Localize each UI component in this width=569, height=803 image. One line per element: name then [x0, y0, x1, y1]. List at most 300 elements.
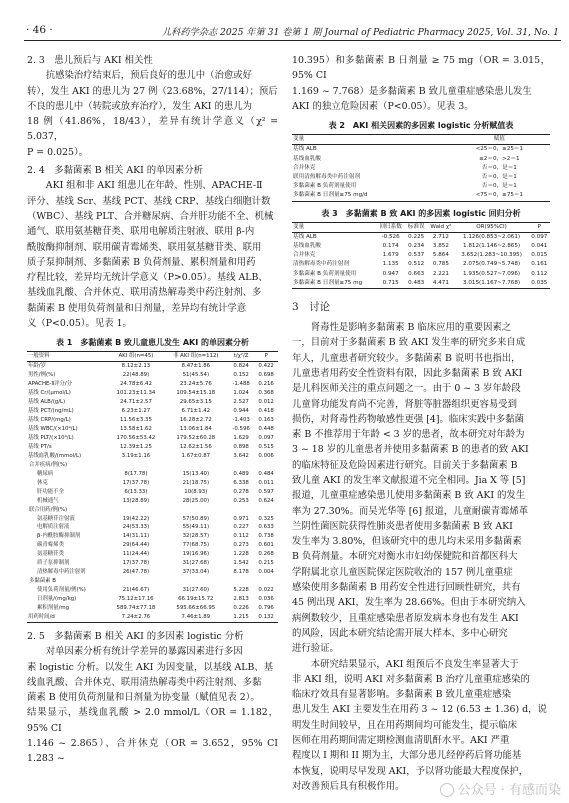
table-cell: 休克 — [37, 479, 48, 486]
table-cell: 12.39±1.25 — [119, 443, 152, 450]
table-cell: -1.403 — [232, 417, 250, 424]
text-line: 一，目前对于多黏菌素 B 致 AKI 发生率的研究多来自成 — [292, 337, 526, 349]
table-cell: 6(13.33) — [124, 488, 148, 495]
table-cell: 7.24±2.76 — [121, 613, 151, 620]
table-cell: ≤2＝0，>2＝1 — [479, 155, 520, 162]
table-cell: 2.712 — [432, 233, 449, 240]
table-cell: 0.278 — [233, 488, 249, 495]
column-header: 标准误 — [407, 223, 425, 230]
table-row — [27, 550, 278, 559]
left-column — [27, 53, 278, 767]
table-cell: 0.944 — [233, 408, 249, 415]
text-line: 3 ~ 18 岁的儿童患者并使用多黏菌素 B 的患者的致 AKI — [292, 444, 529, 456]
table-cell: 糖尿病 — [37, 470, 54, 477]
table-cell: 101.23±11.34 — [116, 390, 156, 397]
column-header: 赋值 — [493, 136, 505, 143]
table-cell: 75.12±17.16 — [118, 596, 154, 603]
table-row — [27, 434, 278, 443]
table-row — [27, 479, 278, 488]
column-header: 一般资料 — [28, 353, 50, 360]
table-row — [27, 371, 278, 380]
table-cell: 质子泵抑制剂 — [37, 560, 70, 567]
text-line: 对单因素分析有统计学差异的暴露因素进行多因 — [45, 646, 243, 658]
table-cell: 0.633 — [258, 524, 274, 531]
section-3-title: 3 讨论 — [292, 301, 331, 314]
table-row — [27, 577, 278, 586]
running-header — [0, 0, 569, 40]
table-cell: 2.813 — [233, 596, 249, 603]
table-row — [27, 568, 278, 577]
table-cell: 氨基糖苷注射液 — [37, 515, 75, 522]
table-row — [292, 191, 550, 201]
text-line: 非 AKI 组，说明 AKI 对多黏菌素 B 治疗儿童重症感染的 — [292, 673, 530, 685]
table-row — [292, 232, 550, 242]
table-cell: 0.715 — [382, 279, 399, 286]
table-cell: 1.126(0.853~2.061) — [463, 233, 521, 240]
section-2-3-title: 2. 3 患儿预后与 AKI 相关性 — [27, 55, 153, 66]
table-cell: 联合用药/例(%) — [29, 506, 68, 513]
table-cell: -1.488 — [232, 381, 250, 388]
table-cell: 0.489 — [233, 470, 249, 477]
text-line: 损伤，对肾毒性药物敏感性更强 [4]。临床实践中多黏菌 — [292, 413, 524, 425]
table-cell: 0.418 — [258, 408, 274, 415]
section-2-3-text — [27, 68, 278, 160]
column-header: t/χ²/Z — [233, 353, 249, 360]
text-line: 不良的患儿中（转院或放弃治疗），发生 AKI 的患儿为 — [27, 100, 252, 112]
table-cell: 0.036 — [258, 596, 274, 603]
table-cell: 595.66±66.95 — [176, 605, 216, 612]
text-line: 酰胺酶抑制剂、联用碳青霉烯类、联用氨基糖苷类、联用 — [27, 241, 262, 253]
table-row — [27, 362, 278, 371]
table-cell: 11.56±3.35 — [119, 417, 152, 424]
table-cell: 0.253 — [233, 497, 249, 504]
text-line: 学附属北京儿童医院保定医院收治的 157 例儿童重症 — [292, 566, 513, 578]
table-cell: 1.024 — [233, 390, 249, 397]
table-cell: 21(18.75) — [182, 479, 210, 486]
table-cell: 0.163 — [258, 417, 274, 424]
table-cell: 37(33.04) — [182, 569, 210, 576]
text-line: 是儿科医师关注的重点问题之一。由于 0 ~ 3 岁年龄段 — [292, 383, 521, 395]
table-cell: 0.216 — [258, 381, 274, 388]
text-line: 本研究结果显示，AKI 组预后不良发生率显著大于 — [310, 658, 519, 670]
text-line: 肾毒性是影响多黏菌素 B 临床应用的重要因素之 — [310, 322, 512, 334]
table-cell: 基线 Cr/(μmol/L) — [28, 390, 71, 397]
table-cell: 19(42.22) — [122, 515, 150, 522]
table-cell: 6.71±1.42 — [181, 408, 211, 415]
table-cell: 11(24.44) — [122, 551, 150, 558]
table-row — [27, 461, 278, 470]
table-cell: 0.011 — [258, 479, 274, 486]
discussion-paragraph-1 — [292, 320, 550, 657]
table-cell: 5.864 — [432, 252, 449, 259]
text-line: （WBC）、基线 PLT、合并糖尿病、合并肝功能不全、机械 — [27, 210, 274, 222]
table-cell: 24(53.33) — [122, 524, 150, 531]
text-line: 兰阴性菌医院获得性肺炎患者使用多黏菌素 B 致 AKI — [292, 520, 513, 532]
table-cell — [228, 506, 254, 515]
text-line: 1.146 ~ 2.865）、合并休克（OR = 3.652，95% CI 1.283 ~ — [27, 738, 278, 765]
table-cell: 15(13.40) — [182, 470, 210, 477]
column-header: 变量 — [293, 223, 305, 230]
table-row — [27, 452, 278, 461]
column-header: AKI 组(n=45) — [118, 353, 154, 360]
text-line: 本恢复，说明尽早发现 AKI，予以肾功能最大程度保护， — [292, 765, 529, 777]
section-2-4-text — [27, 178, 278, 331]
table-row — [292, 270, 550, 279]
table-cell: <75＝0，≥75＝1 — [475, 192, 524, 199]
table-cell: 22(48.89) — [122, 372, 150, 379]
table-cell: 8.12±2.13 — [121, 363, 151, 370]
table-row — [292, 164, 550, 173]
table-row — [27, 488, 278, 497]
section-2-4-title: 2. 4 多黏菌素 B 相关 AKI 的单因素分析 — [27, 165, 204, 177]
discussion-paragraph-2 — [292, 657, 550, 795]
table-cell: 2.075(0.749~5.748) — [463, 261, 521, 268]
table-row — [27, 506, 278, 515]
table-cell: <25＝0，≥25＝1 — [475, 146, 524, 153]
text-line: 通气、联用氨基糖苷类、联用电解质注射液、联用 β-内 — [27, 226, 255, 238]
table-cell: 否＝0，是＝1 — [481, 174, 517, 180]
text-line: 素 logistic 分析。以发生 AKI 为因变量，以基线 ALB、基 — [27, 661, 274, 673]
table-cell: 0.225 — [408, 233, 425, 240]
table-cell: 0.226 — [233, 605, 249, 612]
table-row — [27, 416, 278, 425]
table-cell: 多黏菌素 B 日剂量≥75 mg/d — [293, 192, 368, 199]
table-row — [292, 251, 550, 260]
table-2-header — [292, 135, 550, 145]
table-row — [27, 523, 278, 532]
table-cell: 基线血乳酸/(mmol/L) — [28, 452, 82, 459]
table-cell: 57(50.89) — [182, 515, 210, 522]
table-1-title: 表 1 多黏菌素 B 致儿童患儿发生 AKI 的单因素分析 — [56, 338, 249, 348]
header-rule — [24, 40, 561, 41]
table-cell: 男性/例(%) — [28, 372, 56, 379]
table-cell: 0.484 — [258, 470, 274, 477]
table-cell: 1.542 — [233, 560, 249, 567]
table-cell: 累积剂量/mg — [37, 605, 70, 612]
text-line: 程度以 I 期和 II 期为主，大部分患儿经停药后肾功能基 — [292, 750, 522, 762]
table-cell: 基线 ALB — [293, 233, 317, 240]
table-cell: 1.135 — [382, 261, 399, 268]
page-number: · 46 · — [26, 24, 53, 36]
table-cell: 0.483 — [408, 279, 425, 286]
table-cell: β-内酰胺酶抑制剂 — [37, 533, 81, 540]
table-cell: 179.52±60.28 — [176, 434, 216, 441]
text-line: 素 B 不推荐用于年龄 < 3 岁的患者，故本研究对年龄为 — [292, 429, 525, 441]
text-line: AKI 组和非 AKI 组患儿在年龄、性别、APACHE-Ⅱ — [45, 180, 263, 192]
table-cell: 机械通气 — [37, 497, 59, 504]
table-cell: 0.234 — [408, 243, 425, 250]
table-cell: 8.47±1.86 — [181, 363, 211, 370]
text-line: 义（P<0.05）。见表 1。 — [27, 318, 132, 330]
table-cell: 13(28.89) — [122, 497, 150, 504]
table-cell: 24.71±2.57 — [119, 399, 152, 406]
table-cell: 0.698 — [258, 372, 274, 379]
table-cell: 用药时间/d — [28, 613, 55, 620]
table-cell: 0.112 — [531, 270, 548, 277]
column-header: 变量 — [293, 136, 305, 143]
text-line: 明发生时间较早，且在用药期间均可能发生，提示临床 — [292, 719, 518, 731]
table-cell: 1.215 — [233, 613, 249, 620]
text-line: 黏菌素 B 使用负荷剂量和日剂量，差异均有统计学意 — [27, 302, 247, 314]
table-row — [27, 613, 278, 622]
text-line: 结果显示，基线血乳酸 > 2.0 mmol/L（OR = 1.182，95% CI — [27, 707, 278, 734]
table-cell: 年龄/岁 — [28, 363, 46, 370]
table-cell: 日剂量/(mg/kg) — [37, 596, 77, 603]
table-cell: 3.642 — [233, 452, 249, 459]
table-cell: 清热解毒中药注射剂 — [37, 569, 86, 576]
table-cell: 0.368 — [258, 390, 274, 397]
table-cell: 0.448 — [258, 425, 274, 432]
table-cell: 联用清热解毒类中药注射剂 — [293, 174, 361, 180]
table-cell: 8(17.78) — [124, 470, 148, 477]
table-cell: 使用负荷剂量/例(%) — [37, 587, 86, 594]
text-line: 进行验证。 — [292, 643, 339, 655]
table-cell — [254, 577, 278, 586]
table-cell: 0.796 — [258, 605, 274, 612]
table-row — [27, 595, 278, 604]
table-cell: 多黏菌素 B 负荷剂量使用 — [293, 183, 357, 190]
table-row — [27, 532, 278, 541]
table-cell: 7.46±1.89 — [181, 613, 211, 620]
table-cell: 0.161 — [531, 261, 548, 268]
text-line: P = 0.025）。 — [27, 146, 89, 158]
table-row — [292, 242, 550, 251]
table-cell: 多黏菌素 B — [29, 578, 56, 585]
text-line: 临床疗效具有显著影响。多黏菌素 B 致儿童重症感染 — [292, 689, 512, 701]
table-1 — [27, 351, 278, 623]
text-line: 致儿童 AKI 的发生率文献报道不完全相同。Jia X 等 [5] — [292, 475, 526, 486]
table-row — [292, 155, 550, 164]
table-cell: 3.852 — [432, 243, 449, 250]
text-line: 的风险，因此本研究结论需开展大样本、多中心研究 — [292, 627, 508, 639]
table-row — [27, 380, 278, 389]
table-cell: 合并疾病/例(%) — [29, 461, 68, 468]
table-cell: -0.526 — [381, 233, 400, 240]
table-cell: 13.06±1.84 — [179, 425, 212, 432]
text-line: 感染使用多黏菌素 B 用药安全性进行回顾性研究，共有 — [292, 582, 521, 594]
table-cell: 55(49.11) — [182, 524, 210, 531]
table-cell: 0.006 — [258, 452, 274, 459]
table-row — [292, 145, 550, 155]
table-cell: 0.624 — [258, 497, 274, 504]
text-line: 线血乳酸、合并休克、联用清热解毒类中药注射剂、多黏 — [27, 676, 262, 688]
table-cell: 否＝0，是＝1 — [481, 164, 517, 171]
table-cell: 0.738 — [258, 533, 274, 540]
column-header: P — [537, 223, 541, 230]
text-line: 率为 27.30%。而吴光华等 [6] 报道，儿童耐碳青霉烯革 — [292, 505, 529, 517]
table-row — [292, 260, 550, 269]
text-line: AKI 的独立危险因素（P<0.05）。见表 3。 — [292, 100, 474, 112]
table-cell: 4.471 — [432, 279, 449, 286]
table-cell: 109.54±15.18 — [176, 390, 216, 397]
text-line: 10.395）和多黏菌素 B 日剂量 ≥ 75 mg（OR = 3.015，95% CI — [292, 55, 550, 82]
table-cell: 0.268 — [258, 551, 274, 558]
table-cell: 多黏菌素 B 负荷剂量使用 — [293, 270, 357, 277]
table-cell: 0.097 — [258, 434, 274, 441]
table-cell: 0.898 — [233, 443, 249, 450]
text-line: 1.169 ~ 7.768）是多黏菌素 B 致儿童重症感染患儿发生 — [292, 85, 532, 97]
text-line: 发生率为 3.80%，但该研究中的患儿均未采用多黏菌素 — [292, 536, 522, 548]
text-line: 18 例（41.86%，18/43），差异有统计学意义（χ² = 5.037， — [27, 116, 278, 143]
table-2 — [292, 134, 550, 201]
table-cell — [108, 577, 163, 586]
journal-title: 儿科药学杂志 2025 年第 31 卷第 1 期 Journal of Pediatric Pharmacy 2025, Vol. 31, No. 1 — [161, 27, 559, 38]
text-line: 评分、基线 Scr、基线 PCT、基线 CRP、基线白细胞计数 — [27, 195, 271, 207]
table-row — [292, 279, 550, 289]
table-cell: 3.652(1.283~10.395) — [461, 252, 522, 259]
table-3-header — [292, 222, 550, 232]
table-cell: 否＝0，是＝1 — [481, 183, 517, 190]
text-line: 的临床特征及危险因素进行研究。目前关于多黏菌素 B — [292, 459, 518, 471]
table-cell: 6.338 — [233, 479, 249, 486]
table-cell: 碳青霉烯类 — [37, 542, 64, 549]
table-cell: 基线血乳酸 — [293, 243, 321, 250]
text-line: 疗程比较，差异均无统计学意义（P>0.05）。基线 ALB、 — [27, 272, 268, 284]
table-cell: 0.215 — [258, 560, 274, 567]
table-cell: 13.58±1.62 — [119, 425, 152, 432]
column-header: 回归系数 — [379, 223, 402, 230]
table-cell: 0.012 — [258, 399, 274, 406]
table-cell: 1.629 — [233, 434, 249, 441]
table-cell: -0.596 — [232, 425, 250, 432]
table-cell: 6.23±1.27 — [121, 408, 151, 415]
table-cell: 合并休克 — [293, 164, 316, 171]
watermark-text: 公众号 · 有感而染 — [457, 783, 561, 798]
table-cell: 0.132 — [258, 613, 274, 620]
table-cell: 合并休克 — [293, 252, 316, 259]
table-cell: 29.65±3.15 — [179, 399, 212, 406]
table-cell: 基线 ALB — [293, 146, 317, 153]
table-row — [27, 586, 278, 595]
table-cell: 0.971 — [233, 515, 249, 522]
table-cell: 17(37.78) — [122, 479, 150, 486]
table-cell: 基线 PT/s — [28, 443, 52, 450]
table-cell: 16.28±2.72 — [179, 417, 212, 424]
table-3-title: 表 3 多黏菌素 B 致 AKI 的多因素 logistic 回归分析 — [321, 208, 521, 218]
column-header: P — [264, 353, 268, 360]
table-cell: 0.097 — [531, 233, 548, 240]
column-header: Wald χ² — [430, 223, 452, 230]
table-cell — [254, 506, 278, 515]
table-row — [27, 515, 278, 524]
table-cell: 8.178 — [233, 569, 249, 576]
table-cell: 基线血乳酸 — [293, 155, 321, 162]
results-continued-text — [292, 53, 550, 114]
table-cell: 3.19±1.16 — [121, 452, 151, 459]
section-2-5-text — [27, 644, 278, 766]
text-line: 患儿发生 AKI 主要发生在用药 3 ~ 12 (6.53 ± 1.36) d，说 — [292, 704, 547, 716]
text-line: 病例数较少，且重症感染患者原发病本身也有发生 AKI — [292, 612, 519, 624]
table-cell: 0.273 — [233, 542, 249, 549]
table-row — [27, 407, 278, 416]
table-cell: 1.812(1.146~2.865) — [463, 243, 521, 250]
text-line: 儿童患者用药安全性资料有限，因此多黏菌素 B 致 AKI — [292, 367, 523, 379]
table-2-title: 表 2 AKI 相关因素的多因素 logistic 分析赋值表 — [328, 121, 514, 131]
table-cell: 0.015 — [531, 252, 548, 259]
table-cell: 19(16.96) — [182, 551, 210, 558]
table-cell: 1.679 — [382, 252, 399, 259]
table-cell: 0.227 — [233, 524, 249, 531]
text-line: 质子泵抑制剂、多黏菌素 B 负荷剂量、累积剂量和用药 — [27, 256, 256, 268]
table-cell: 170.56±53.42 — [116, 434, 156, 441]
table-cell: 基线 PCT/(ng/mL) — [28, 408, 74, 415]
text-line: 菌素 B 使用负荷剂量和日剂量为协变量（赋值见表 2）。 — [27, 692, 260, 704]
table-row — [27, 559, 278, 568]
table-cell: 0.112 — [233, 533, 249, 540]
table-cell: 0.824 — [233, 363, 249, 370]
table-cell: 31(27.60) — [182, 587, 210, 594]
table-cell: 28(25.00) — [182, 497, 210, 504]
table-cell: 24.78±6.42 — [119, 381, 152, 388]
table-cell: APACHE-Ⅱ评分/分 — [28, 381, 72, 388]
table-cell: 14(31.11) — [122, 533, 150, 540]
table-cell: 23.24±5.76 — [179, 381, 212, 388]
table-row — [27, 497, 278, 506]
table-cell — [164, 577, 228, 586]
table-row — [27, 541, 278, 550]
table-cell: 0.601 — [258, 542, 274, 549]
table-cell: 0.785 — [432, 261, 449, 268]
table-cell: 0.663 — [408, 270, 425, 277]
table-cell: 589.74±77.18 — [116, 605, 156, 612]
table-cell: 32(28.57) — [182, 533, 210, 540]
text-line: 儿童肾功能发育尚不完善，肾脏等脏器组织更容易受到 — [292, 398, 518, 410]
table-cell — [108, 506, 163, 515]
table-cell: 2.527 — [233, 399, 249, 406]
table-cell: 2.221 — [432, 270, 449, 277]
table-cell: 0.035 — [531, 279, 548, 286]
table-cell: 多黏菌素 B 日剂量≥75 mg — [293, 279, 363, 286]
table-row — [27, 389, 278, 398]
table-row — [27, 604, 278, 613]
text-line: 医师在用药期间需定期检测血清肌酐水平。AKI 严重 — [292, 735, 510, 747]
table-cell: 基线 PLT/(×10⁹/L) — [28, 434, 74, 441]
table-cell: 17(37.78) — [122, 560, 150, 567]
table-3 — [292, 222, 550, 289]
table-row — [27, 443, 278, 452]
table-cell: 0.041 — [531, 243, 548, 250]
text-line: 对改善预后具有积极作用。 — [292, 780, 405, 792]
table-cell: 1.228 — [233, 551, 249, 558]
table-cell: 0.597 — [258, 488, 274, 495]
column-header: OR(95%CI) — [476, 223, 507, 230]
table-cell — [164, 506, 228, 515]
table-cell: 77(68.75) — [182, 542, 210, 549]
table-cell: 66.19±15.72 — [178, 596, 214, 603]
table-cell: 清热解毒类中药注射剂 — [293, 261, 349, 268]
table-cell: 1.935(0.527~7.096) — [463, 270, 521, 277]
table-cell — [228, 461, 254, 470]
text-line: B 负荷剂量。本研究对衡水市妇幼保健院和首都医科大 — [292, 551, 518, 563]
table-cell: 肝功能不全 — [37, 488, 64, 495]
table-cell: 基线 WBC/(×10⁹/L) — [28, 425, 78, 432]
table-cell: 10(8.93) — [184, 488, 208, 495]
table-1-header — [27, 352, 278, 362]
table-cell: 51(45.54) — [182, 372, 210, 379]
table-cell: 0.152 — [233, 372, 249, 379]
table-row — [292, 182, 550, 191]
table-cell — [228, 577, 254, 586]
table-cell: 0.325 — [258, 515, 274, 522]
table-cell: 基线 ALB/(g/L) — [28, 399, 66, 406]
table-cell: 31(27.68) — [182, 560, 210, 567]
table-cell: 0.512 — [408, 261, 425, 268]
table-cell — [164, 461, 228, 470]
text-line: 报道，儿童重症感染患儿使用多黏菌素 B 致 AKI 的发生 — [292, 490, 526, 502]
table-row — [27, 425, 278, 434]
column-header: 非 AKI 组(n=112) — [173, 353, 219, 360]
table-cell: 基线 CRP/(mg/L) — [28, 417, 71, 424]
